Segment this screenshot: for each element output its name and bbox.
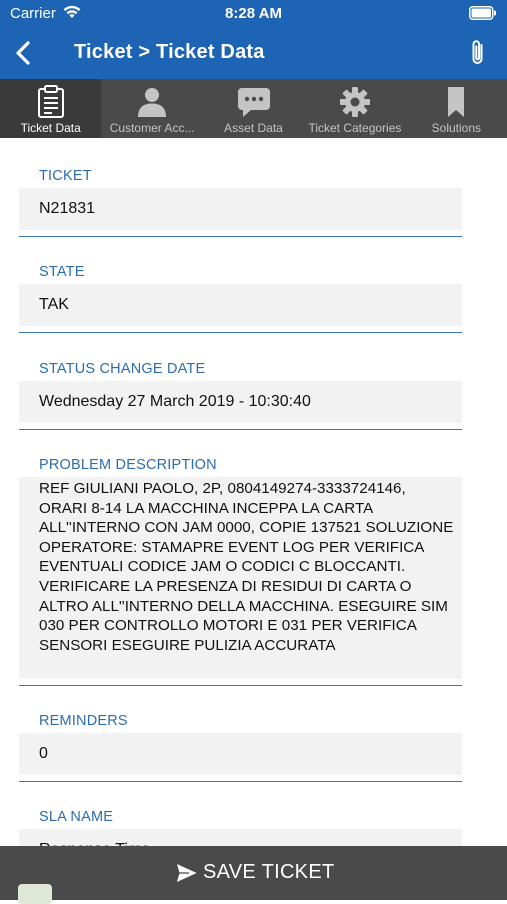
field-status-change-date [19, 332, 462, 430]
status-bar [0, 0, 507, 28]
paperclip-icon[interactable] [467, 38, 489, 68]
battery-icon [469, 6, 497, 20]
sla-name-label: SLA NAME [39, 809, 114, 825]
problem-description-label: PROBLEM DESCRIPTION [39, 457, 217, 473]
clipboard-icon [36, 85, 66, 119]
state-value[interactable]: TAK [19, 284, 462, 326]
bookmark-icon [441, 85, 471, 119]
field-problem-description [19, 429, 462, 686]
carrier-label: Carrier [10, 5, 56, 22]
save-ticket-label: SAVE TICKET [203, 861, 335, 883]
tab-ticket-data[interactable] [0, 79, 101, 138]
ticket-value[interactable]: N21831 [19, 188, 462, 230]
field-state [19, 236, 462, 333]
tab-label: Asset Data [224, 121, 283, 135]
send-arrow-icon [175, 862, 199, 884]
clock-time: 8:28 AM [225, 5, 282, 22]
ticket-label: TICKET [39, 168, 92, 184]
ticket-form [0, 138, 507, 846]
gear-icon [338, 85, 372, 119]
reminders-value[interactable]: 0 [19, 733, 462, 775]
save-ticket-button[interactable] [0, 846, 507, 900]
page-title: Ticket > Ticket Data [74, 41, 265, 63]
tab-bar [0, 79, 507, 138]
status-change-date-value[interactable]: Wednesday 27 March 2019 - 10:30:40 [19, 381, 462, 423]
chat-bubble-icon [236, 85, 272, 119]
save-ticket-content [175, 861, 334, 884]
state-label: STATE [39, 264, 85, 280]
field-reminders [19, 685, 462, 782]
tab-solutions[interactable] [406, 79, 507, 138]
tab-label: Ticket Categories [308, 121, 402, 135]
tab-label: Solutions [431, 121, 482, 135]
status-change-date-label: STATUS CHANGE DATE [39, 361, 206, 377]
tab-ticket-categories[interactable] [304, 79, 405, 138]
tab-asset-data[interactable] [203, 79, 304, 138]
tab-customer-account[interactable] [101, 79, 202, 138]
field-ticket [19, 138, 462, 237]
problem-description-value[interactable]: REF GIULIANI PAOLO, 2P, 0804149274-3333724146, ORARI 8-14 LA MACCHINA INCEPPA LA CARTA ALL''INTERNO CON JAM 0000, COPIE 137521 SOLUZIONE OPERATORE: STAMAPRE EVENT LOG PER VERIFICA EVENTUALI CODICE JAM O CODICI C BLOCCANTI. VERIFICARE LA PRESENZA DI RESIDUI DI CARTA O ALTRO ALL''INTERNO DELLA MACCHINA. ESEGUIRE SIM 030 PER CONTROLLO MOTORI E 031 PER VERIFICA SENSORI ESEGUIRE PULIZIA ACCURATA [19, 477, 462, 679]
home-indicator-thumbnail [18, 884, 52, 904]
tab-label: Ticket Data [20, 121, 81, 135]
navigation-bar [0, 28, 507, 79]
person-icon [135, 85, 169, 119]
back-chevron-icon[interactable] [12, 39, 36, 67]
tab-label: Customer Acc... [109, 121, 195, 135]
reminders-label: REMINDERS [39, 713, 128, 729]
